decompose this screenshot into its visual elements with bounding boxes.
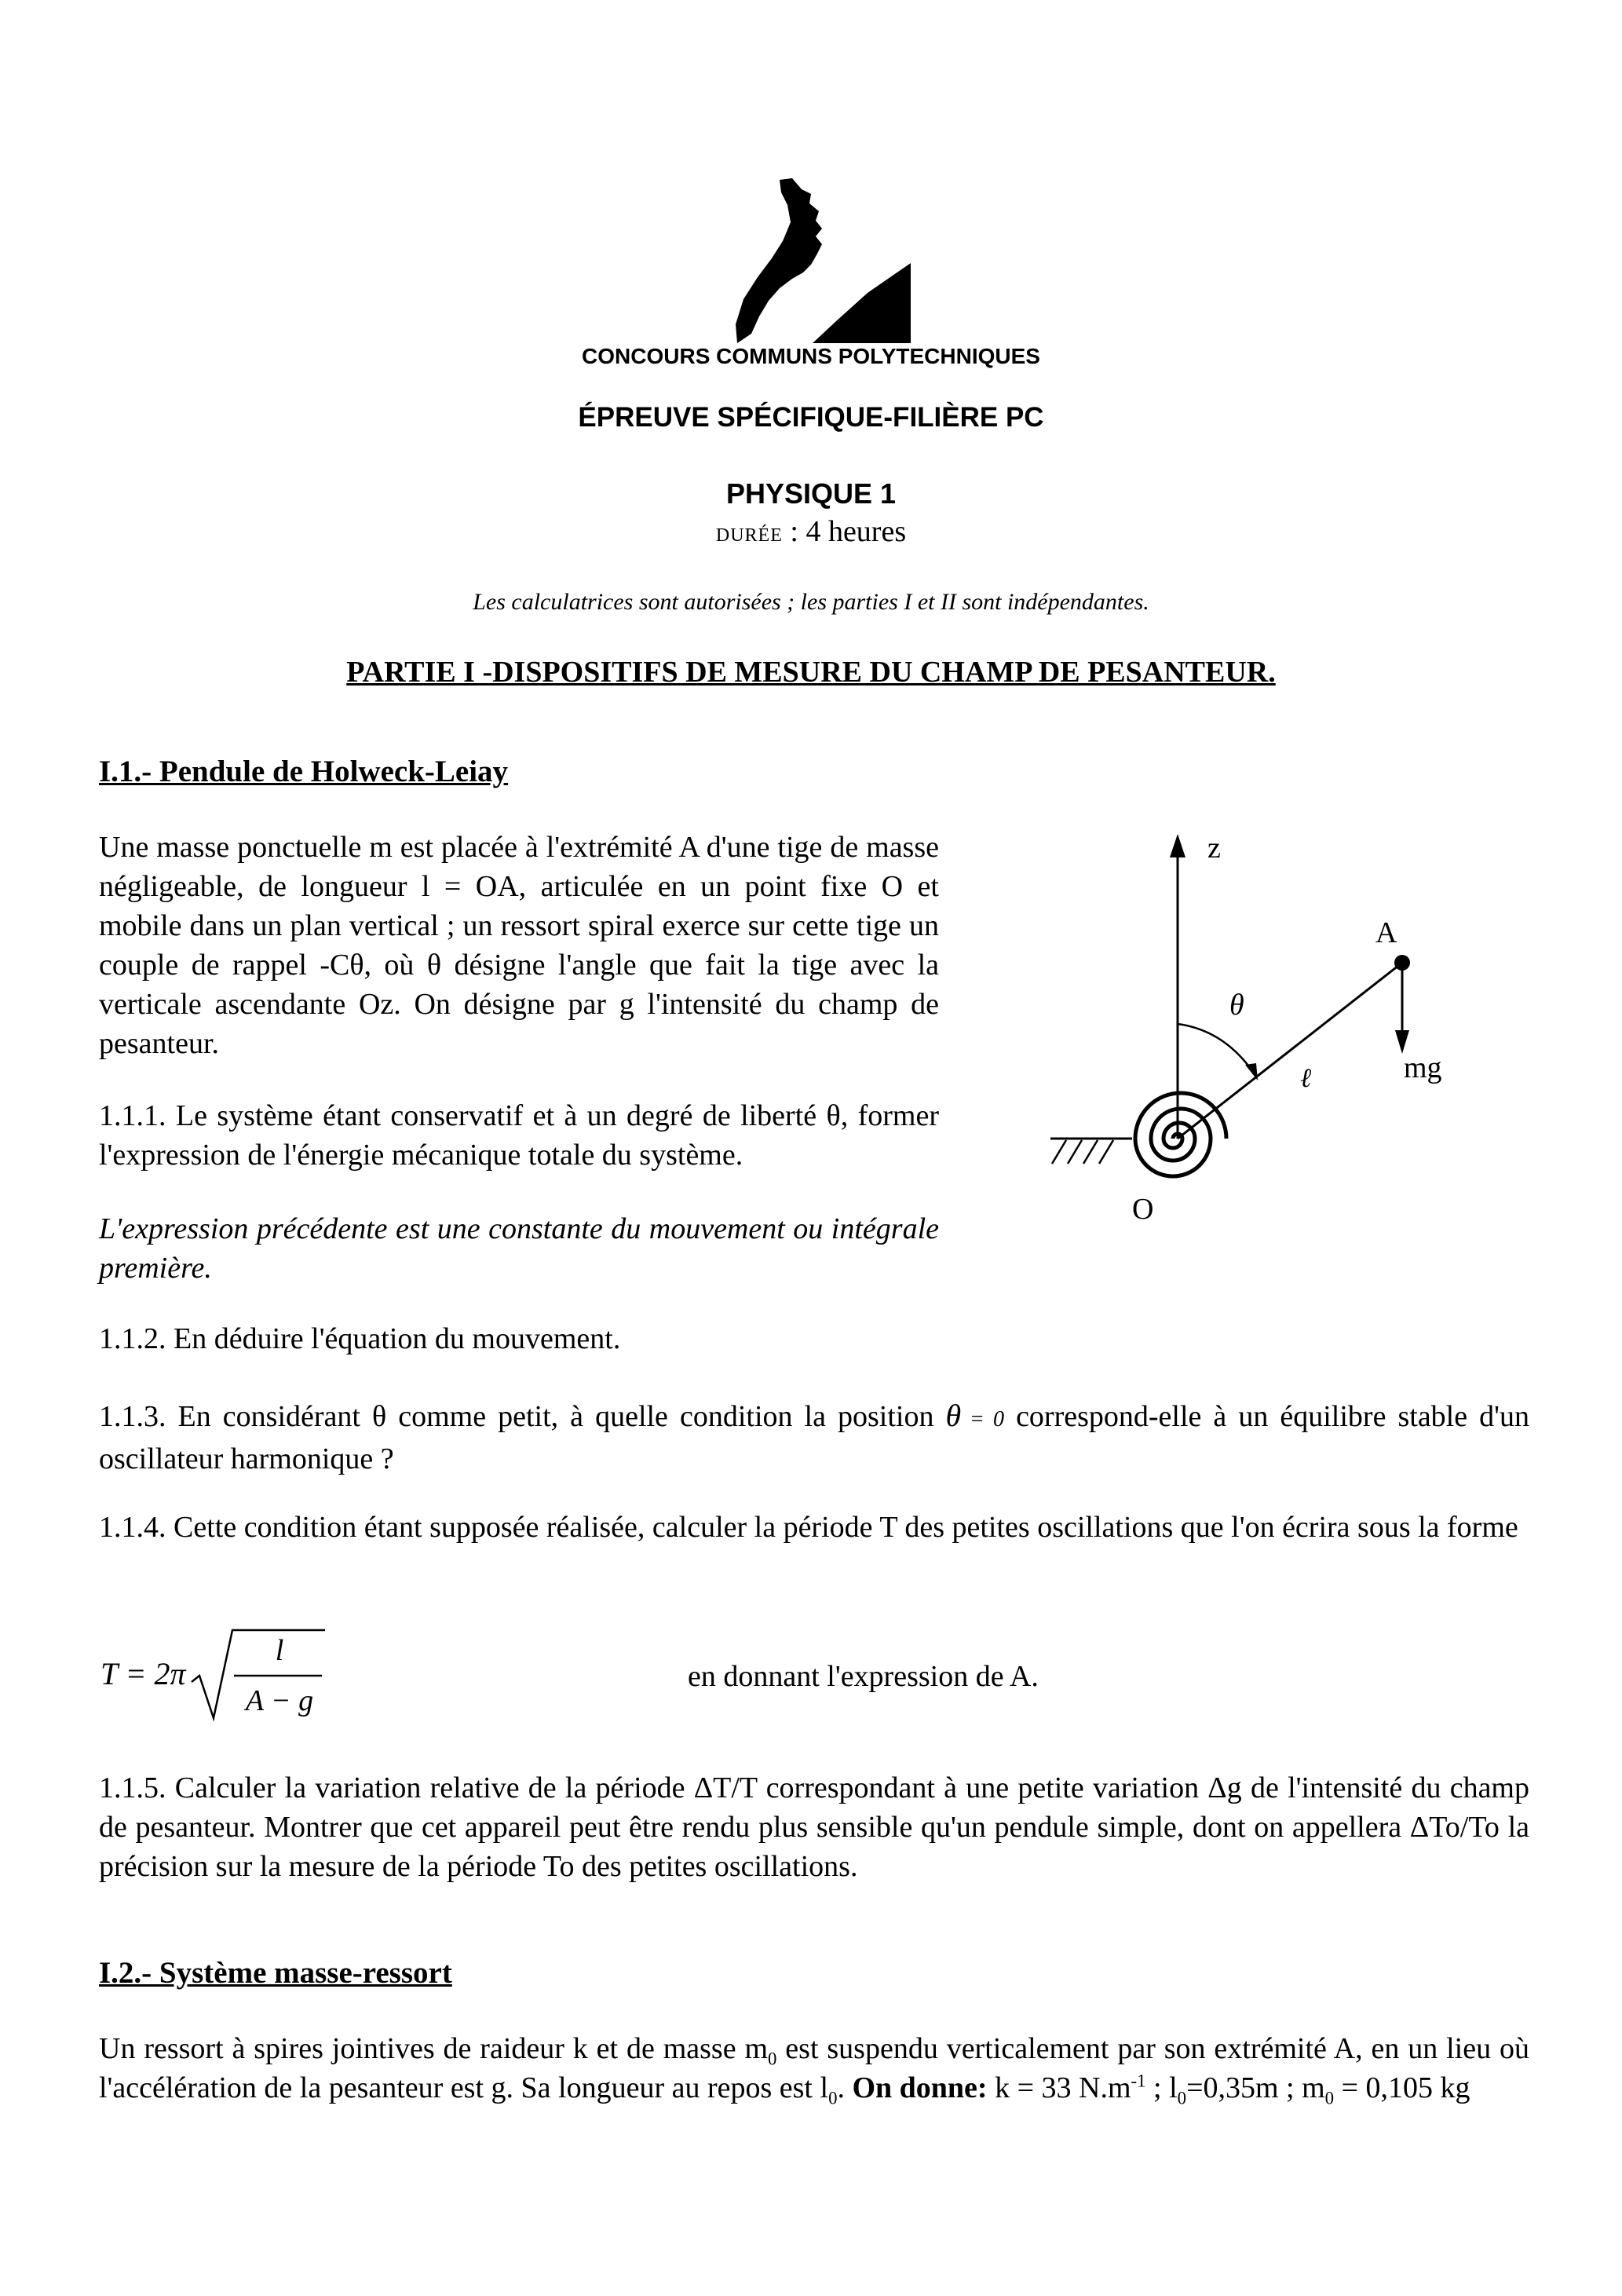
integral-note: L'expression précédente est une constante du mouvement ou intégrale première. <box>99 1212 939 1285</box>
formula-note: en donnant l'expression de A. <box>688 1660 1039 1693</box>
given-l: l <box>1169 2071 1178 2104</box>
question-1-1-4: 1.1.4. Cette condition étant supposée réalisée, calculer la période T des petites oscillations que l'on écrira sous la forme <box>99 1511 1518 1544</box>
period-formula <box>99 1625 334 1727</box>
given-m-rest: = 0,105 kg <box>1334 2071 1470 2104</box>
section-2-title: I.2.- Système masse-ressort <box>99 1956 452 1990</box>
given-k-exponent: -1 <box>1131 2071 1146 2091</box>
q113-zero: 0 <box>993 1407 1005 1431</box>
part-title: PARTIE I -DISPOSITIFS DE MESURE DU CHAMP DE PESANTEUR. <box>346 656 1276 689</box>
label-A: A <box>1375 916 1397 949</box>
given-sep: ; <box>1145 2071 1170 2104</box>
formula-numerator: l <box>275 1634 284 1667</box>
theta-arc-arrowhead <box>1245 1063 1258 1080</box>
given-l-rest: =0,35m ; m <box>1186 2071 1325 2104</box>
q113-theta: θ <box>945 1398 962 1433</box>
section-1-intro: Une masse ponctuelle m est placée à l'extrémité A d'une tige de masse négligeable, de longueur l = OA, articulée en un point fixe O et mobile dans un plan vertical ; un ressort spiral exerce sur cette tige un couple de rappel -Cθ, où θ désigne l'angle que fait la tige avec la verticale ascendante Oz. On désigne par g l'intensité du champ de pesanteur. <box>99 831 939 1060</box>
question-1-1-3 <box>99 1396 1529 1479</box>
p1-text-a: Un ressort à spires jointives de raideur k et de masse m <box>99 2032 768 2065</box>
hatch-1 <box>1052 1140 1066 1164</box>
subject-title: PHYSIQUE 1 <box>725 477 897 510</box>
q113-text-a: 1.1.3. En considérant θ comme petit, à quelle condition la position <box>99 1400 946 1433</box>
pendulum-diagram <box>1036 824 1476 1233</box>
pendulum-rod <box>1178 963 1402 1139</box>
q113-equals: = <box>961 1407 994 1431</box>
contest-name: CONCOURS COMMUNS POLYTECHNIQUES <box>582 344 1040 368</box>
q113-text-b: correspond-elle à un équilibre stable d'un oscillateur harmonique ? <box>99 1400 1529 1475</box>
hatch-3 <box>1083 1140 1098 1164</box>
hatch-2 <box>1068 1140 1082 1164</box>
label-theta: θ <box>1229 989 1244 1022</box>
section-2-paragraph <box>99 2029 1529 2108</box>
calculators-note: Les calculatrices sont autorisées ; les parties I et II sont indépendantes. <box>473 589 1149 615</box>
spiral-spring <box>1135 1093 1226 1176</box>
duration <box>0 514 1622 549</box>
given-label: On donne: <box>852 2071 988 2104</box>
p1-sub-m0: 0 <box>768 2049 777 2069</box>
pendulum-figure <box>1036 824 1476 1233</box>
p1-text-c: . <box>837 2071 853 2104</box>
duration-label: DURÉE <box>715 525 783 546</box>
formula-lhs: T = 2π <box>100 1656 186 1691</box>
duration-value: 4 heures <box>806 515 907 548</box>
theta-arc <box>1178 1024 1255 1074</box>
z-axis-arrowhead <box>1170 834 1185 857</box>
given-k: k = 33 N.m <box>987 2071 1131 2104</box>
given-l-sub: 0 <box>1177 2088 1187 2108</box>
question-1-1-5: 1.1.5. Calculer la variation relative de la période ΔT/T correspondant à une petite variation Δg de l'intensité du champ de pesanteur. Montrer que cet appareil peut être rendu plus sensible qu'un pendule simple, dont on appellera ΔTo/To la précision sur la mesure de la période To des petites oscillations. <box>99 1771 1529 1883</box>
p1-sub-l0: 0 <box>828 2088 838 2108</box>
p1-text-b: est suspendu verticalement par son extrémité A, en un lieu où l'accélération de la pesanteur est g. Sa longueur au repos est l <box>99 2032 1529 2104</box>
question-1-1-2: 1.1.2. En déduire l'équation du mouvement. <box>99 1322 621 1355</box>
formula-denominator: A − g <box>245 1684 314 1717</box>
mass-point-A <box>1394 955 1410 971</box>
label-z: z <box>1207 832 1221 865</box>
given-m-sub: 0 <box>1324 2088 1335 2108</box>
exam-title: ÉPREUVE SPÉCIFIQUE-FILIÈRE PC <box>578 402 1044 433</box>
duration-sep: : <box>782 515 806 548</box>
label-length: ℓ <box>1300 1064 1312 1093</box>
weight-arrowhead <box>1395 1030 1409 1054</box>
contest-logo <box>734 177 922 349</box>
section-1-title: I.1.- Pendule de Holweck-Leiay <box>99 755 509 788</box>
hatch-4 <box>1099 1140 1113 1164</box>
logo-graphic <box>734 177 922 349</box>
label-O: O <box>1132 1193 1154 1226</box>
label-mg: mg <box>1404 1051 1442 1084</box>
question-1-1-1: 1.1.1. Le système étant conservatif et à un degré de liberté θ, former l'expression de l'énergie mécanique totale du système. <box>99 1099 939 1172</box>
